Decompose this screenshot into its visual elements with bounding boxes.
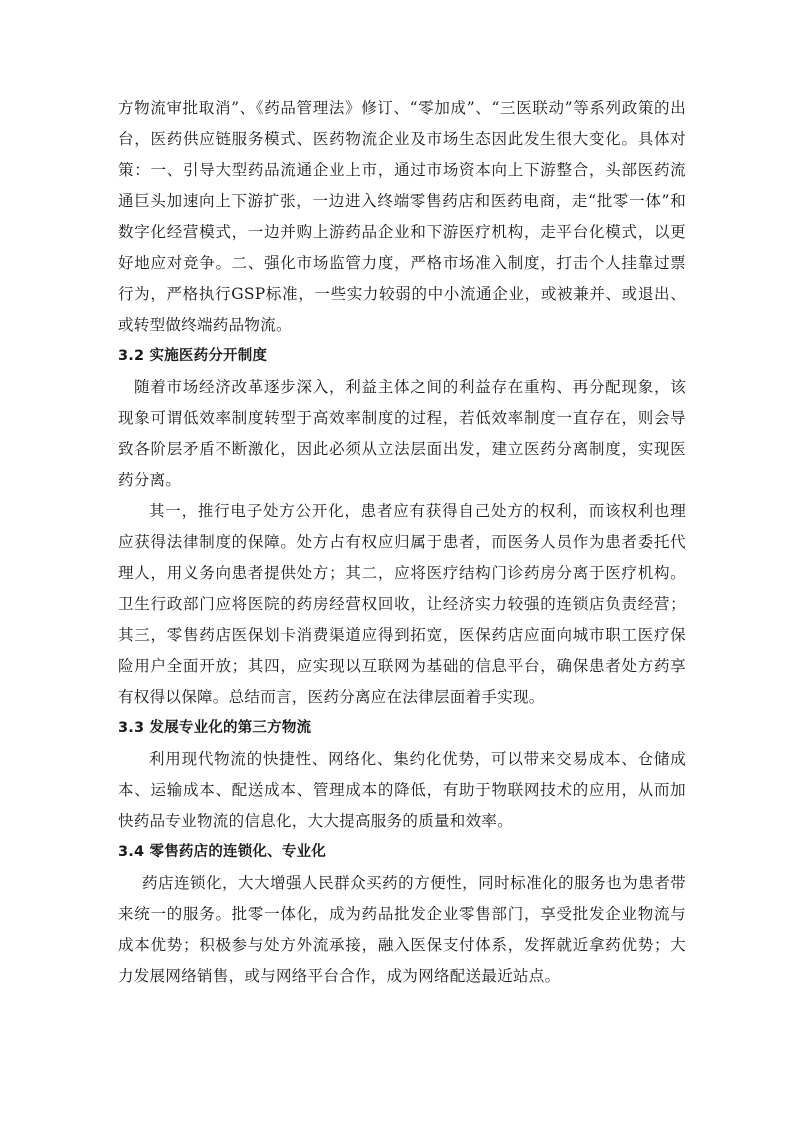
document-body — [118, 93, 686, 992]
paragraph-3-2-2: 其一，推行电子处方公开化，患者应有获得自己处方的权利，而该权利也理应获得法律制度的保障。处方占有权应归属于患者，而医务人员作为患者委托代理人，用义务向患者提供处方；其二，应将医疗结构门诊药房分离于医疗机构。卫生行政部门应将医院的药房经营权回收，让经济实力较强的连锁店负责经营；其三，零售药店医保划卡消费渠道应得到拓宽，医保药店应面向城市职工医疗保险用户全面开放；其四，应实现以互联网为基础的信息平台，确保患者处方药享有权得以保障。总结而言，医药分离应在法律层面着手实现。 — [118, 502, 686, 706]
paragraph-3-3-1: 利用现代物流的快捷性、网络化、集约化优势，可以带来交易成本、仓储成本、运输成本、配送成本、管理成本的降低，有助于物联网技术的应用，从而加快药品专业物流的信息化，大大提高服务的质量和效率。 — [118, 750, 686, 830]
section-heading-3-3: 3.3 发展专业化的第三方物流 — [118, 720, 312, 736]
section-heading-3-2: 3.2 实施医药分开制度 — [118, 348, 268, 364]
paragraph-intro: 方物流审批取消”、《药品管理法》修订、“零加成”、“三医联动”等系列政策的出台，医药供应链服务模式、医药物流企业及市场生态因此发生很大变化。具体对策：一、引导大型药品流通企业上市，通过市场资本向上下游整合，头部医药流通巨头加速向上下游扩张，一边进入终端零售药店和医药电商，走“批零一体”和数字化经营模式，一边并购上游药品企业和下游医疗机构，走平台化模式，以更好地应对竞争。二、强化市场监管力度，严格市场准入制度，打击个人挂靠过票行为，严格执行GSP标准，一些实力较弱的中小流通企业，或被兼并、或退出、或转型做终端药品物流。 — [118, 99, 686, 334]
paragraph-3-2-1: 随着市场经济改革逐步深入，利益主体之间的利益存在重构、再分配现象，该现象可谓低效率制度转型于高效率制度的过程，若低效率制度一直存在，则会导致各阶层矛盾不断激化，因此必须从立法层面出发，建立医药分离制度，实现医药分离。 — [118, 378, 686, 489]
paragraph-3-4-1: 药店连锁化，大大增强人民群众买药的方便性，同时标准化的服务也为患者带来统一的服务。批零一体化，成为药品批发企业零售部门，享受批发企业物流与成本优势；积极参与处方外流承接，融入医保支付体系，发挥就近拿药优势；大力发展网络销售，或与网络平台合作，成为网络配送最近站点。 — [118, 874, 686, 985]
section-heading-3-4: 3.4 零售药店的连锁化、专业化 — [118, 844, 326, 860]
